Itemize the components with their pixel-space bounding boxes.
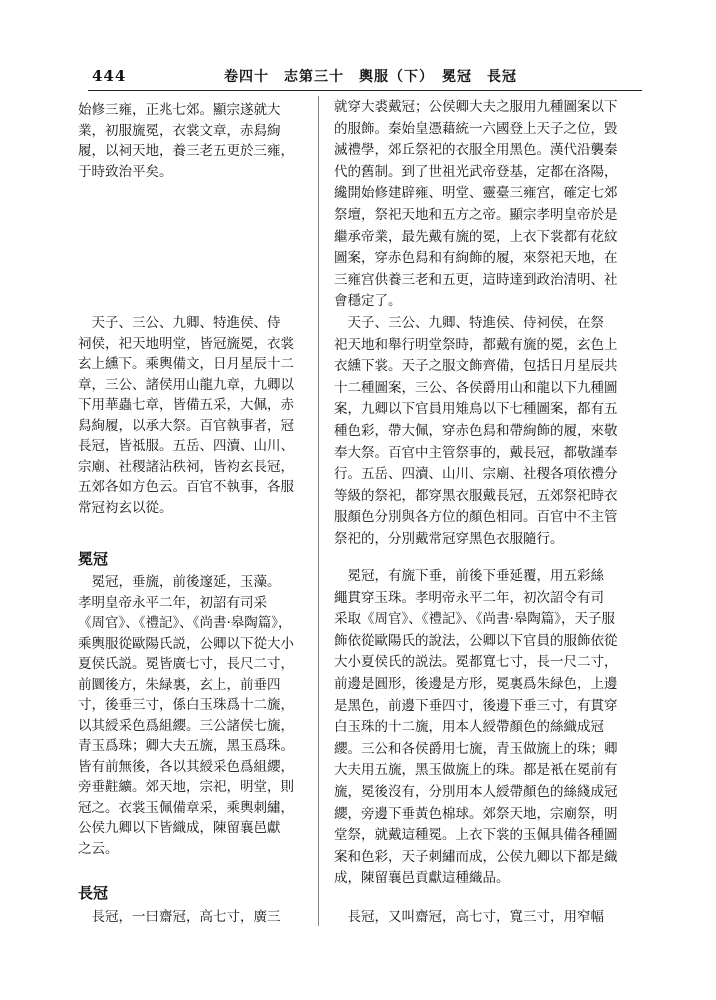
- text-line: 飾依從歐陽氏的說法，公卿以下官員的服飾依從: [334, 632, 618, 649]
- text-line: 種色彩，帶大佩，穿赤色舄和帶絢飾的履，來敬: [334, 422, 618, 439]
- text-line: 履，以祠天地，養三老五更於三雍，: [78, 143, 294, 159]
- page-number: 444: [92, 67, 127, 85]
- text-line: 三雍宫供養三老和五更，這時達到政治清明、社: [334, 271, 618, 288]
- text-line: 滅禮學，郊丘祭祀的衣服全用黑色。漢代沿襲秦: [334, 142, 618, 159]
- text-line: 以其綬采色爲組纓。三公諸侯七旒，: [78, 717, 294, 734]
- column-divider: [318, 96, 319, 926]
- text-line: 長冠，又叫齋冠，高七寸，寬三寸，用窄幅: [334, 909, 604, 925]
- text-line: 大夫用五旒，黑玉做旒上的珠。都是衹在冕前有: [334, 762, 618, 779]
- text-line: 等級的祭祀，都穿黑衣服戴長冠，五郊祭祀時衣: [334, 487, 618, 504]
- text-line: 前圜後方，朱緑裏，玄上，前垂四: [78, 676, 281, 693]
- right-block-3: [334, 566, 652, 890]
- text-line: 冕冠，有旒下垂，前後下垂延覆，用五彩絲: [334, 568, 604, 584]
- left-block-3: [78, 572, 310, 859]
- text-line: 祀天地和舉行明堂祭時，都戴有旒的冕，玄色上: [334, 336, 618, 353]
- text-line: 寸，後垂三寸，係白玉珠爲十二旒，: [78, 697, 294, 713]
- text-line: 業，初服旒冕，衣裳文章，赤舄絢: [78, 122, 281, 139]
- text-line: 纓，旁邊下垂黃色棉球。郊祭天地，宗廟祭，明: [334, 805, 618, 822]
- text-line: 十二種圖案，三公、各侯爵用山和龍以下九種圖: [334, 379, 618, 396]
- text-line: 乘輿服從歐陽氏説，公卿以下從大小: [78, 635, 294, 652]
- text-line: 天子、三公、九卿、特進侯、侍: [78, 315, 281, 331]
- left-block-1: [78, 100, 310, 182]
- text-line: 堂祭，就戴這種冕。上衣下裳的玉佩具備各種圖: [334, 827, 618, 844]
- text-line: 之云。: [78, 840, 119, 857]
- text-line: 案，九卿以下官員用雉鳥以下七種圖案，都有五: [334, 401, 618, 418]
- text-line: 采取《周官》、《禮記》、《尚書·皋陶篇》，天子服: [334, 611, 616, 628]
- text-line: 祭祀的，分別戴常冠穿黑色衣服隨行。: [334, 530, 564, 547]
- text-line: 公侯九卿以下皆織成，陳留襄邑獻: [78, 820, 281, 836]
- text-line: 繩貫穿玉珠。孝明帝永平二年，初次詔令有司: [334, 589, 604, 606]
- section-heading-mianguan: 冕冠: [78, 550, 109, 568]
- text-line: 就穿大裘戴冠；公侯卿大夫之服用九種圖案以下: [334, 99, 618, 115]
- text-line: 長冠，皆祗服。五岳、四瀆、山川、: [78, 438, 294, 454]
- text-line: 會穩定了。: [334, 293, 402, 310]
- text-line: 青玉爲珠；卿大夫五旒，黑玉爲珠。: [78, 738, 294, 754]
- text-line: 的服飾。秦始皇憑藉統一六國登上天子之位，毀: [334, 120, 618, 137]
- text-line: 奉大祭。百官中主管祭事的，戴長冠，都敬謹奉: [334, 444, 618, 461]
- text-line: 長冠，一曰齋冠，高七寸，廣三: [78, 909, 281, 925]
- text-line: 案和色彩，天子刺繡而成，公侯九卿以下都是織: [334, 848, 618, 865]
- header-rule: [88, 90, 642, 91]
- section-heading-changguan: 長冠: [78, 884, 109, 902]
- right-block-4: [334, 907, 652, 929]
- text-line: 圖案，穿赤色舄和有絢飾的履，來祭祀天地，在: [334, 250, 618, 267]
- right-block-2: [334, 313, 652, 551]
- text-line: 皆有前無後，各以其綬采色爲組纓，: [78, 758, 294, 775]
- text-line: 行。五岳、四瀆、山川、宗廟、社稷各項依禮分: [334, 466, 618, 483]
- text-line: 大小夏侯氏的説法。冕都寬七寸，長一尺二寸，: [334, 654, 618, 671]
- text-line: 祠侯，祀天地明堂，皆冠旒冕，衣裳: [78, 335, 294, 352]
- text-line: 成，陳留襄邑貢獻這種織品。: [334, 870, 510, 887]
- text-line: 前邊是圓形，後邊是方形，冕裏爲朱緑色，上邊: [334, 675, 618, 692]
- text-line: 衣纁下裳。天子之服文飾齊備，包括日月星辰共: [334, 358, 618, 375]
- text-line: 始修三雍，正兆七郊。顯宗遂就大: [78, 102, 281, 118]
- text-line: 常冠袀玄以從。: [78, 499, 173, 516]
- text-line: 冠之。衣裳玉佩備章采，乘輿刺繡，: [78, 799, 294, 816]
- right-block-1: [334, 97, 652, 313]
- text-line: 繼承帝業，最先戴有旒的冕，上衣下裳都有花紋: [334, 228, 618, 245]
- text-line: 代的舊制。到了世祖光武帝登基，定都在洛陽，: [334, 163, 618, 180]
- text-line: 纓。三公和各侯爵用七旒，青玉做旒上的珠；卿: [334, 740, 618, 757]
- text-line: 天子、三公、九卿、特進侯、侍祠侯，在祭: [334, 315, 604, 331]
- text-line: 《周官》、《禮記》、《尚書·皋陶篇》，: [78, 615, 292, 631]
- left-block-4: [78, 907, 310, 928]
- text-line: 于時致治平矣。: [78, 163, 173, 180]
- text-line: 祭壇，祭祀天地和五方之帝。顯宗孝明皇帝於是: [334, 206, 618, 223]
- text-line: 玄上纁下。乘輿備文，日月星辰十二: [78, 356, 294, 372]
- text-line: 下用華蟲七章，皆備五采，大佩，赤: [78, 397, 294, 413]
- text-line: 旒，冕後沒有，分別用本人綬帶顏色的絲綫成冠: [334, 783, 618, 800]
- text-line: 舄絢履，以承大祭。百官執事者，冠: [78, 417, 294, 434]
- text-line: 章，三公、諸侯用山龍九章，九卿以: [78, 376, 294, 393]
- text-line: 是黑色，前邊下垂四寸，後邊下垂三寸，有貫穿: [334, 697, 618, 714]
- text-line: 孝明皇帝永平二年，初詔有司采: [78, 594, 267, 611]
- left-block-2: [78, 313, 310, 518]
- text-line: 服顏色分別與各方位的顏色相同。百官中不主管: [334, 509, 618, 526]
- text-line: 五郊各如方色云。百官不執事，各服: [78, 479, 294, 495]
- text-line: 冕冠，垂旒，前後邃延，玉藻。: [78, 574, 281, 590]
- text-line: 旁垂黈纊。郊天地，宗祀，明堂，則: [78, 779, 294, 795]
- running-header: 卷四十 志第三十 輿服（下） 冕冠 長冠: [224, 69, 517, 85]
- text-line: 纔開始修建辟雍、明堂、靈臺三雍宫，確定七郊: [334, 185, 618, 202]
- text-line: 夏侯氏説。冕皆廣七寸，長尺二寸，: [78, 656, 294, 672]
- text-line: 宗廟、社稷諸沾秩祠，皆袀玄長冠，: [78, 458, 294, 475]
- text-line: 白玉珠的十二旒，用本人綬帶顏色的絲織成冠: [334, 719, 604, 736]
